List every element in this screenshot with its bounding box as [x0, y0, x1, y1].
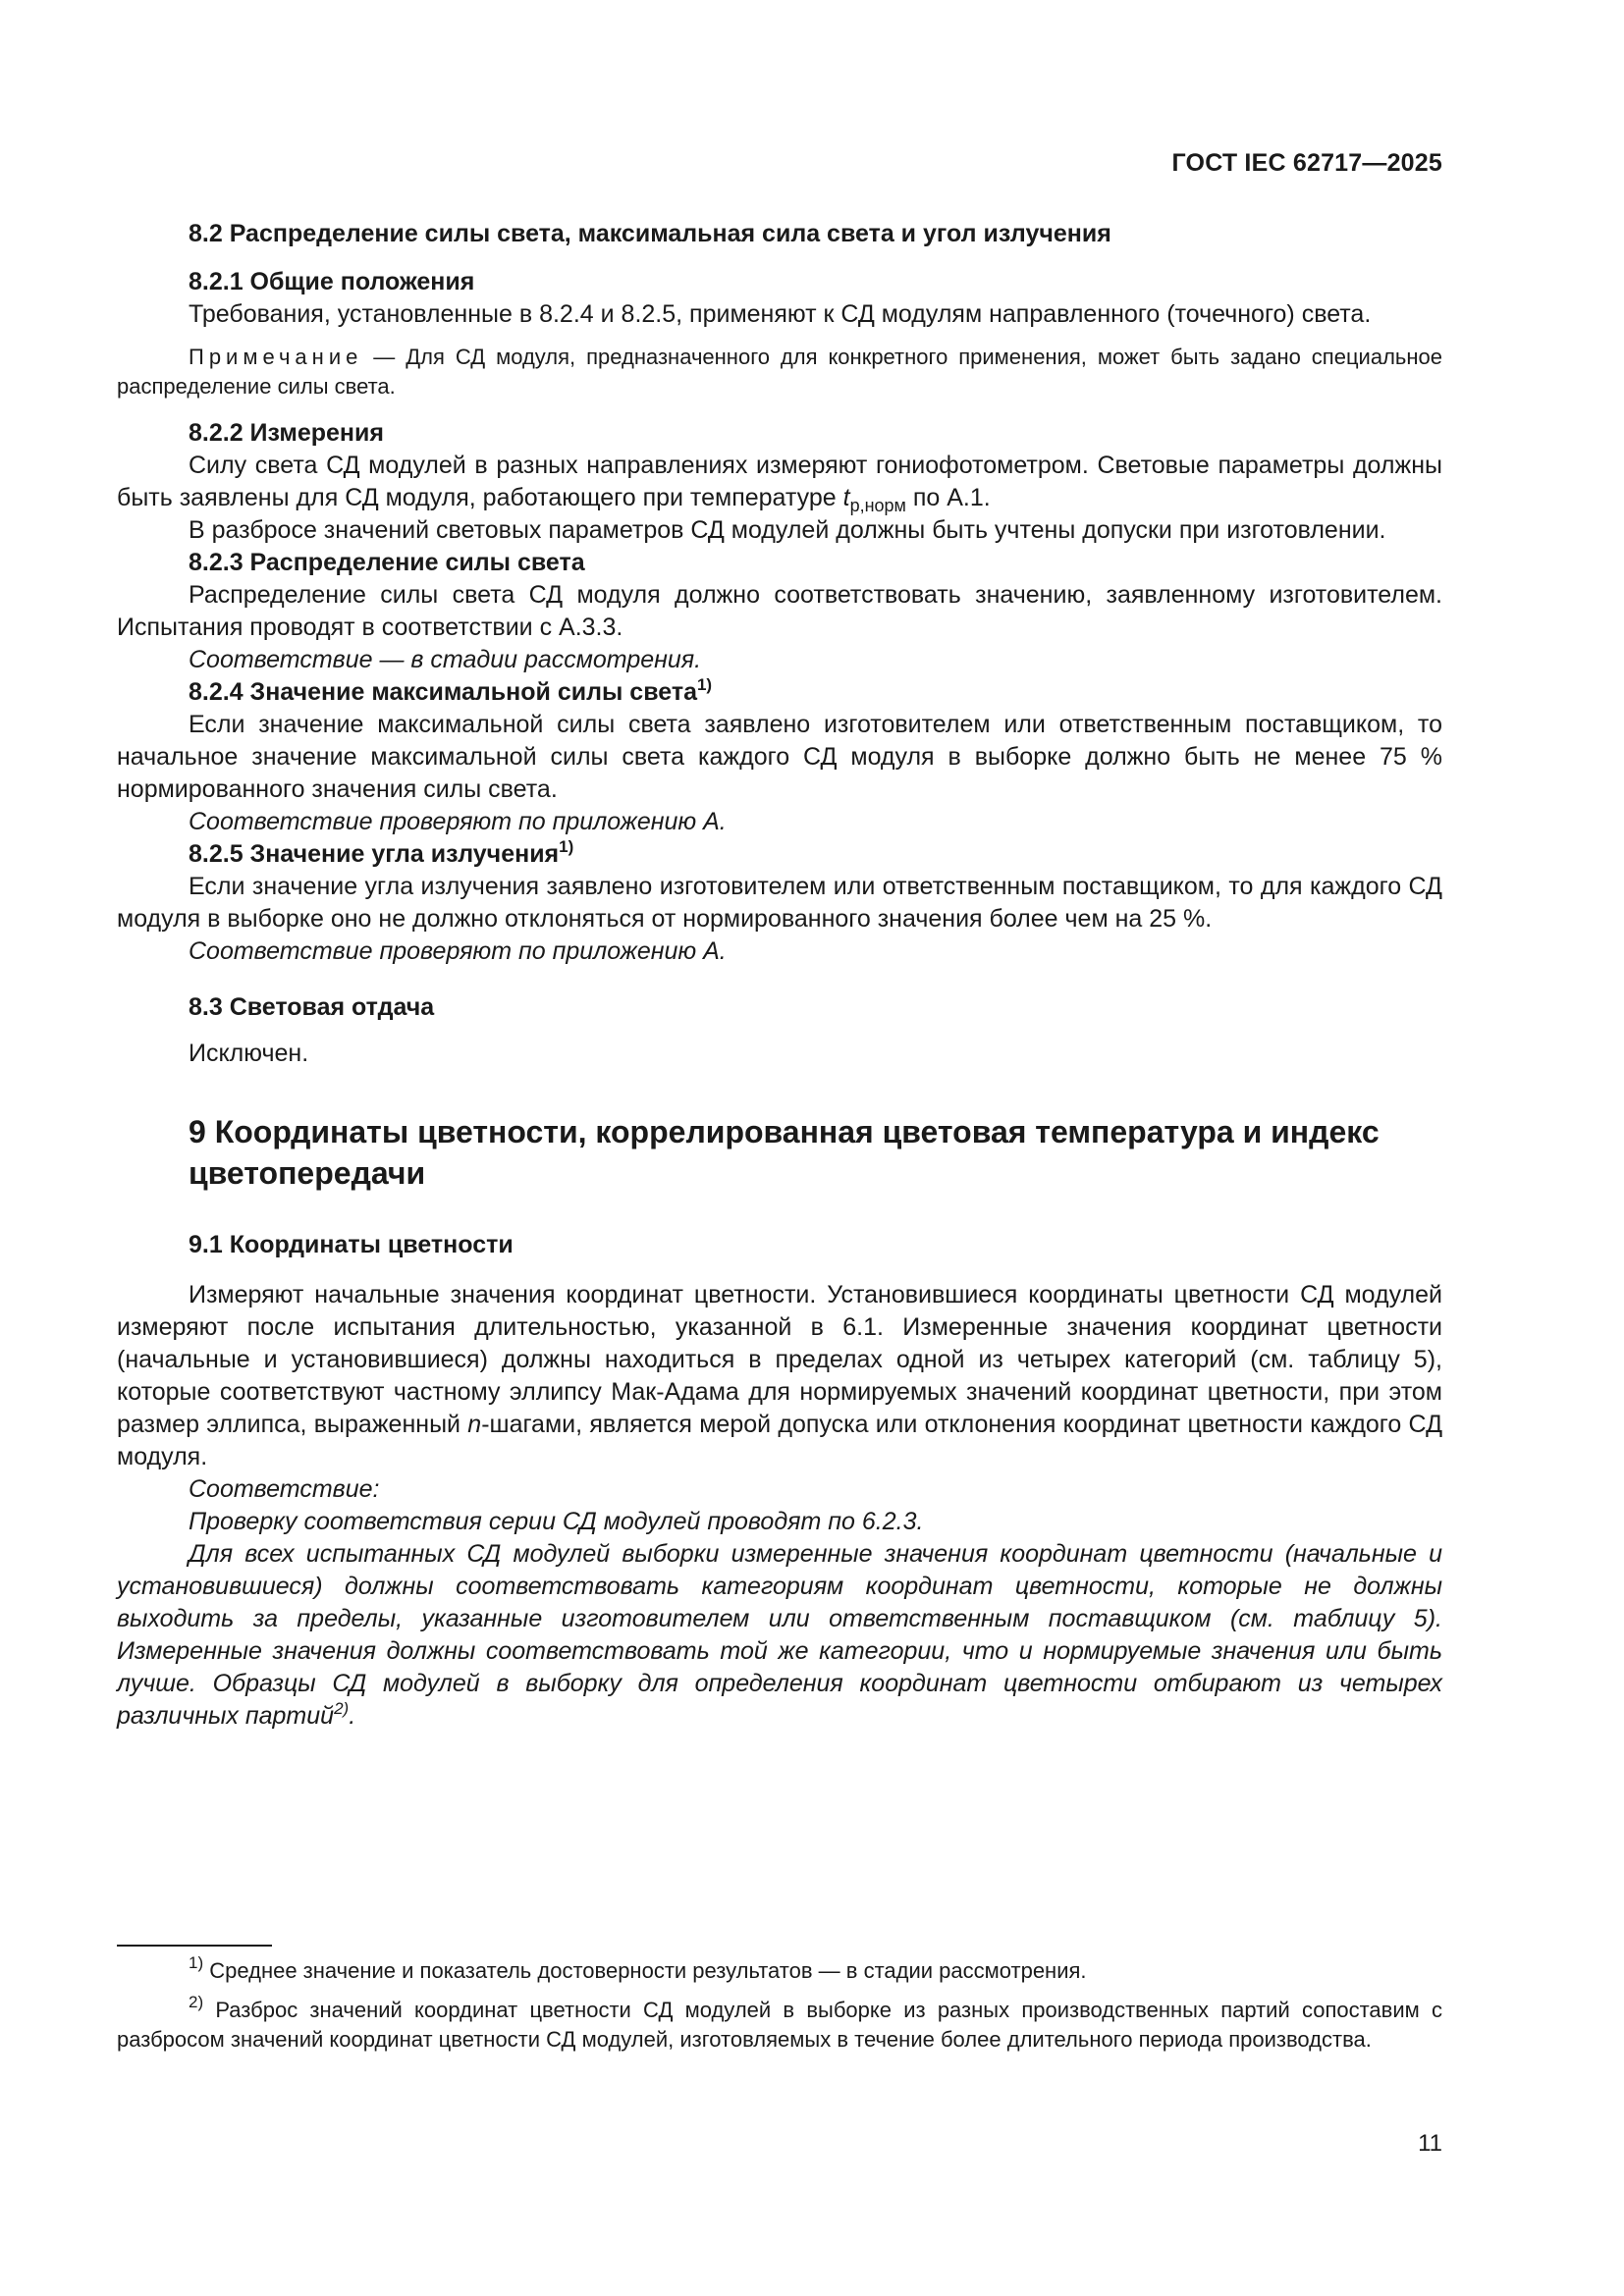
section-9-1-compliance-2-end: .	[349, 1702, 356, 1730]
footnote-separator	[117, 1945, 272, 1947]
section-8-2-3-compliance: Соответствие — в стадии рассмотрения.	[189, 646, 702, 673]
temperature-symbol: t	[842, 484, 850, 511]
section-9-1-compliance-1: Проверку соответствия серии СД модулей проводят по 6.2.3.	[189, 1508, 924, 1535]
section-8-2-5-title: 8.2.5 Значение угла излучения	[189, 840, 560, 868]
main-content	[117, 218, 1442, 1733]
section-8-2-2-text-b: по А.1.	[905, 484, 991, 511]
section-9-1-compliance-2	[117, 1538, 1442, 1733]
section-8-2-3-text: Распределение силы света СД модуля должно соответствовать значению, заявленному изготовителем. Испытания проводят в соответствии с А.3.3.	[117, 581, 1442, 641]
footnote-2-mark: 2)	[189, 1993, 204, 2011]
section-8-2-5-heading	[189, 838, 1442, 871]
section-8-2-2-text	[117, 450, 1442, 514]
section-8-2-4-text: Если значение максимальной силы света заявлено изготовителем или ответственным поставщиком, то начальное значение максимальной силы света каждого СД модуля в выборке должно быть не менее 75 % нормированного значения силы света.	[117, 711, 1442, 803]
section-8-2-1-heading: 8.2.1 Общие положения	[189, 268, 475, 295]
footnote-ref-1b: 1)	[559, 837, 574, 856]
section-8-2-4-compliance: Соответствие проверяют по приложению А.	[189, 808, 727, 835]
section-8-2-2-text-2: В разбросе значений световых параметров СД модулей должны быть учтены допуски при изготовлении.	[189, 516, 1386, 544]
n-symbol: n	[467, 1411, 482, 1438]
section-8-2-4-heading	[189, 676, 1442, 709]
section-9-1-text-b: -шагами, является мерой допуска или отклонения координат цветности каждого СД модуля.	[117, 1411, 1442, 1470]
section-9-1-compliance-label: Соответствие:	[189, 1475, 380, 1503]
footnote-2-text: Разброс значений координат цветности СД модулей в выборке из разных производственных партий сопоставим с разбросом значений координат цветности СД модулей, изготовляемых в течение более длительного периода производства.	[117, 1998, 1442, 2052]
section-8-2-heading: 8.2 Распределение силы света, максимальная сила света и угол излучения	[189, 220, 1111, 247]
footnote-1	[117, 1953, 1442, 1986]
section-9-1-text	[117, 1279, 1442, 1473]
section-8-2-1-text: Требования, установленные в 8.2.4 и 8.2.5, применяют к СД модулям направленного (точечного) света.	[189, 300, 1372, 328]
section-8-2-3-heading: 8.2.3 Распределение силы света	[189, 549, 585, 576]
footnote-1-text: Среднее значение и показатель достоверности результатов — в стадии рассмотрения.	[203, 1958, 1087, 1983]
section-8-2-5-text: Если значение угла излучения заявлено изготовителем или ответственным поставщиком, то для каждого СД модуля в выборке оно не должно отклоняться от нормированного значения более чем на 25 %.	[117, 873, 1442, 933]
section-9-heading: 9 Координаты цветности, коррелированная цветовая температура и индекс цветопередачи	[189, 1114, 1380, 1191]
section-9-1-text-a: Измеряют начальные значения координат цветности. Установившиеся координаты цветности СД модулей измеряют после испытания длительностью, указанной в 6.1. Измеренные значения координат цветности (начальные и установившиеся) должны находиться в пределах одной из четырех категорий (см. таблицу 5), которые соответствуют частному эллипсу Мак-Адама для нормируемых значений координат цветности, при этом размер эллипса, выраженный	[117, 1281, 1442, 1438]
temperature-subscript: p,норм	[849, 496, 906, 515]
section-8-2-5-compliance: Соответствие проверяют по приложению А.	[189, 937, 727, 965]
section-9-1-heading: 9.1 Координаты цветности	[189, 1231, 514, 1258]
section-8-2-2-text-a: Силу света СД модулей в разных направлениях измеряют гониофотометром. Световые параметры должны быть заявлены для СД модуля, работающего при температуре	[117, 452, 1442, 511]
footnote-ref-1: 1)	[696, 675, 713, 694]
document-header: ГОСТ IEC 62717—2025	[1171, 149, 1442, 177]
note-label: Примечание	[189, 345, 363, 369]
note-paragraph	[117, 343, 1442, 401]
section-9-1-compliance-2-text: Для всех испытанных СД модулей выборки измеренные значения координат цветности (начальные и установившиеся) должны соответствовать категориям координат цветности, которые не должны выходить за пределы, указанные изготовителем или ответственным поставщиком (см. таблицу 5). Измеренные значения должны соответствовать той же категории, что и нормируемые значения или быть лучше. Образцы СД модулей в выборку для определения координат цветности отбирают из четырех различных партий	[117, 1540, 1442, 1730]
page-number: 11	[1418, 2130, 1442, 2157]
note-text: — Для СД модуля, предназначенного для конкретного применения, может быть задано специальное распределение силы света.	[117, 345, 1442, 399]
section-8-3-text: Исключен.	[189, 1040, 309, 1067]
section-8-2-4-title: 8.2.4 Значение максимальной силы света	[189, 678, 697, 706]
section-8-3-heading: 8.3 Световая отдача	[189, 993, 435, 1021]
footnotes	[117, 1953, 1442, 2055]
footnote-2	[117, 1993, 1442, 2055]
section-8-2-2-heading: 8.2.2 Измерения	[189, 419, 384, 447]
footnote-ref-2: 2)	[334, 1699, 350, 1718]
footnote-1-mark: 1)	[189, 1953, 204, 1972]
